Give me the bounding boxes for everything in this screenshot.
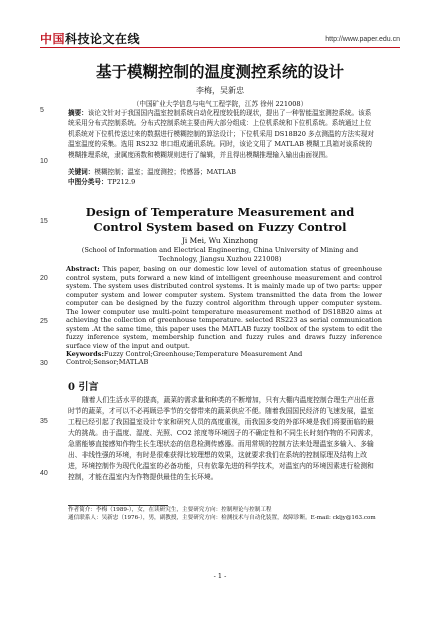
logo-red-text: 中国 [40, 32, 66, 46]
logo-black-text: 科技论文在线 [65, 32, 141, 46]
abstract-en [66, 265, 382, 350]
abstract-cn [68, 108, 374, 160]
paper-title-en: Design of Temperature Measurement and Control System based on Fuzzy Control [85, 205, 355, 234]
footnote: 作者简介：李梅（1989-），女，在读研究生，主要研究方向：控制理论与控制工程 通信联系人：吴新忠（1976-），男，副教授，主要研究方向：检测技术与自动化装置，故障诊断。E-mail: ckljy@163.com [68, 507, 376, 521]
line-number: 30 [40, 360, 48, 367]
affiliation-en: (School of Information and Electrical Engineering, China University of Mining and Technology, Jiangsu Xuzhou 221008) [81, 246, 359, 263]
line-number: 5 [40, 107, 44, 114]
line-number: 40 [40, 470, 48, 477]
abstract-en-text: This paper, basing on our domestic low level of automation status of greenhouse control system, puts forward a new kind of intelligent greenhouse measurement and control system. The system uses distributed control systems. It is mainly made up of two parts: upper computer system and lower computer system. System transmitted the data from the lower computer can be designed by the fuzzy control algorithm through upper computer system. The lower computer use multi-point temperature measurement method of DS18B20 aims at achieving the collection of greenhouse temperature. selected RS223 as serial communication system .At the same time, this paper uses the MATLAB fuzzy toolbox of the system to edit the fuzzy inference system, membership function and fuzzy rules and draws fuzzy inference surface view of the input and output. [66, 265, 382, 350]
classification-label: 中图分类号： [68, 178, 108, 186]
line-number: 10 [40, 158, 48, 165]
authors-en: Ji Mei, Wu Xinzhong [181, 236, 259, 245]
paper-title-cn: 基于模糊控制的温度测控系统的设计 [95, 62, 344, 81]
page-header [0, 0, 440, 48]
keywords-en-label: Keywords: [66, 350, 104, 358]
page-number: - 1 - [213, 572, 227, 580]
keywords-en [66, 350, 382, 366]
site-url[interactable]: http://www.paper.edu.cn [325, 36, 400, 43]
line-number: 20 [40, 275, 48, 282]
line-number: 25 [40, 318, 48, 325]
abstract-cn-label: 摘要： [68, 109, 88, 117]
line-number: 15 [40, 218, 48, 225]
authors-cn: 李梅，吴新忠 [196, 86, 244, 95]
keywords-cn-label: 关键词： [68, 168, 95, 176]
header-divider [40, 47, 400, 48]
keywords-cn-text: 模糊控制；温室；温度测控；传感器；MATLAB [94, 168, 237, 176]
intro-body-text: 随着人们生活水平的提高，蔬菜的需求量和种类的不断增加，只有大棚内温度控制合理生产出任意时节的蔬菜，才可以不必再顾忌季节的交替带来的蔬菜供应不便。随着我国国民经济的飞速发展，温室工程已经引起了我国温室设计专家和研究人员的高度重视，而我国多变的外部环境是我们将要面临的最大的挑战。由于温度、湿度、光照、CO2 浓度等环境因子的不确定性和不同生长时刻作物的不同需求，急需能够直接感知作物生长生理状态的信息检测传感器。而用常规的控制方法来处理温室多输入、多输出、非线性强的环境，有时是很难获得比较理想的效果，这就要求我们在系统的控制原理及结构上改进，环境控制作为现代化温室的必备功能，只有依靠先进的科学技术，对温室内的环境因素进行检测和控制，才能在温室内为作物提供最佳的生长环境。 [68, 396, 378, 481]
section-heading-intro: 0 引言 [68, 382, 99, 393]
keywords-en-text: Fuzzy Control;Greenhouse;Temperature Measurement And Control;Sensor;MATLAB [66, 350, 303, 366]
site-logo[interactable] [40, 30, 140, 47]
abstract-cn-text: 该论文针对于我国国内温室控制系统自动化程度较低的现状，提出了一种智能温室测控系统。该系统采用分布式控制系统。分布式控制系统主要由两大部分组成：上位机系统和下位机系统。系统通过上位机系统对下位机传送过来的数据进行模糊控制的算法设计；下位机采用 DS18B20 多点测温的方法实现对温室温度的采集。选用 RS232 串口组成通讯系统。同时，该论文用了 MATLAB 模糊工具箱对该系统的模糊推理系统，隶属度函数和模糊规则进行了编辑，并且得出模糊推理输入输出曲面视图。 [68, 109, 374, 159]
classification-value: TP212.9 [107, 178, 136, 186]
abstract-en-label: Abstract: [66, 265, 100, 273]
affiliation-cn: （中国矿业大学信息与电气工程学院，江苏 徐州 221008） [132, 100, 308, 108]
classification-number [68, 176, 374, 186]
line-number: 35 [40, 418, 48, 425]
keywords-cn [68, 166, 374, 176]
